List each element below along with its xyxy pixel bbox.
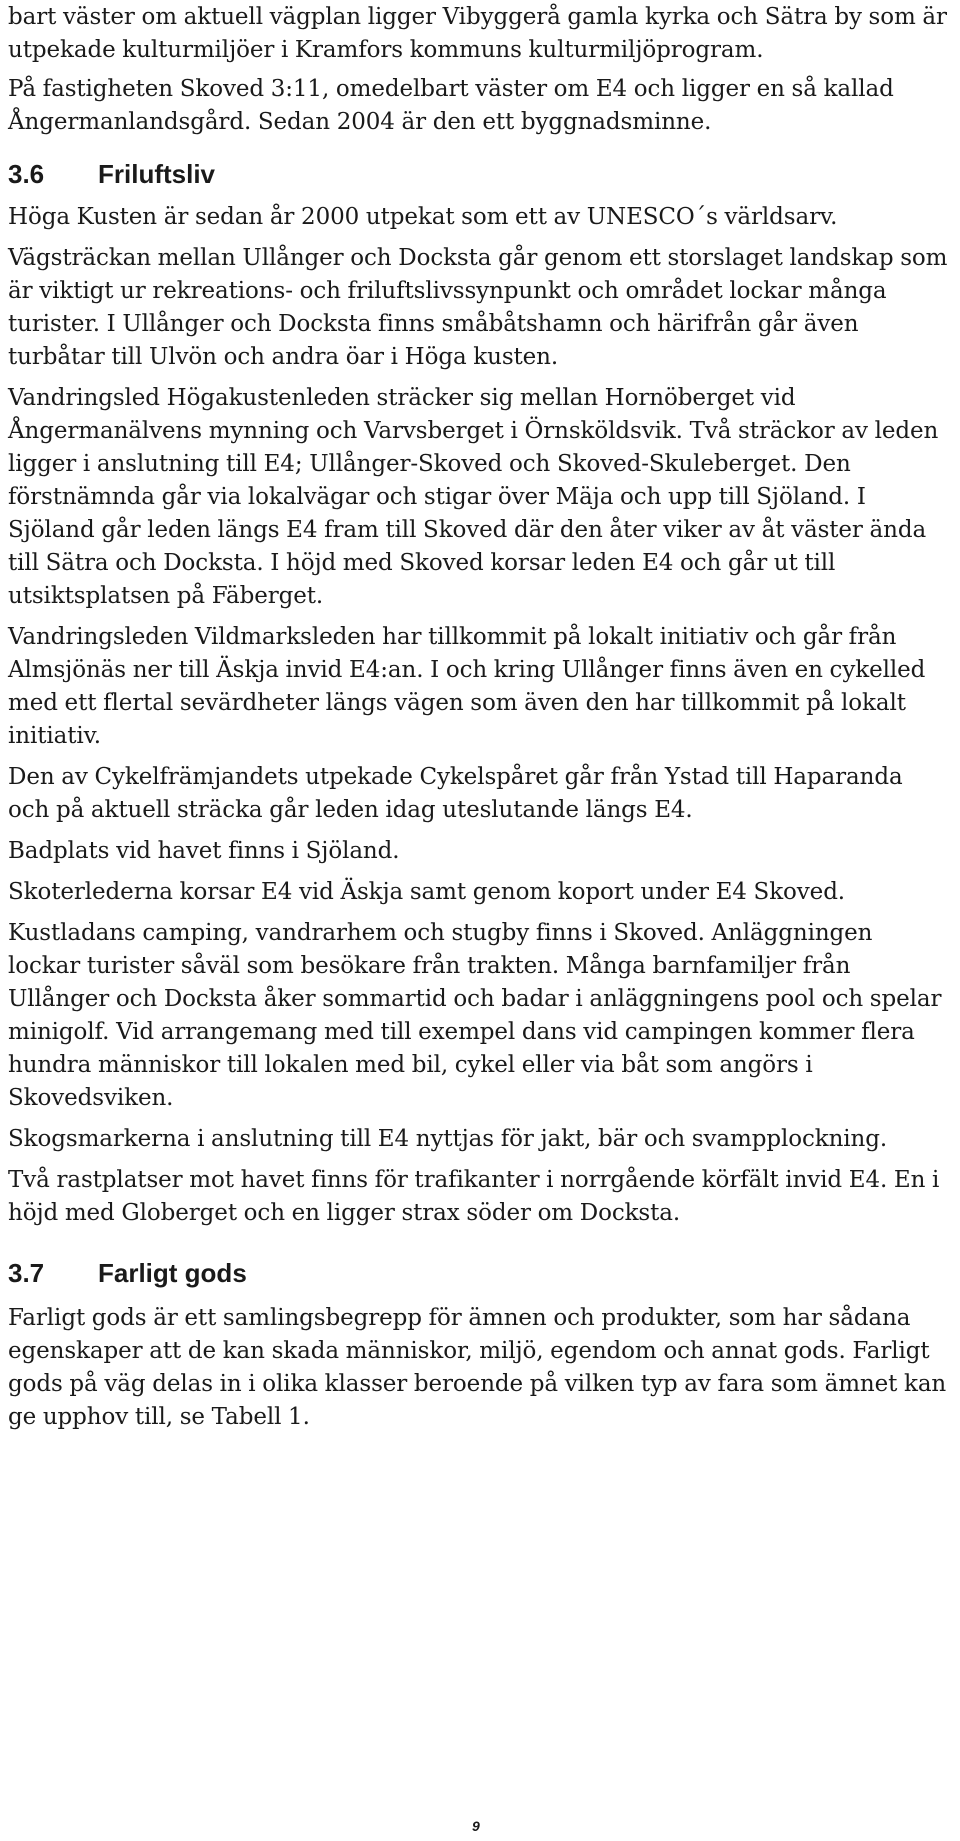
document-page	[8, 0, 948, 1434]
paragraph-skoterleder: Skoterlederna korsar E4 vid Äskja samt genom koport under E4 Skoved.	[8, 879, 846, 905]
paragraph-angermanlandsgard: På fastigheten Skoved 3:11, omedelbart väster om E4 och ligger en så kallad Ångermanlandsgård. Sedan 2004 är den ett byggnadsminne.	[8, 76, 894, 135]
paragraph-skogsmarker: Skogsmarkerna i anslutning till E4 nyttjas för jakt, bär och svampplockning.	[8, 1126, 888, 1152]
paragraph-kulturmiljo: bart väster om aktuell vägplan ligger Vibyggerå gamla kyrka och Sätra by som är utpekade kulturmiljöer i Kramfors kommuns kulturmiljöprogram.	[8, 4, 947, 63]
paragraph-badplats: Badplats vid havet finns i Sjöland.	[8, 838, 400, 864]
section-heading-friluftsliv	[8, 159, 948, 189]
page-number: 9	[472, 1818, 480, 1834]
section-number: 3.7	[8, 1258, 45, 1288]
paragraph-vagstrackan: Vägsträckan mellan Ullånger och Docksta går genom ett storslaget landskap som är viktigt ur rekreations- och friluftslivssynpunkt och området lockar många turister. I Ullånger och Docksta finns småbåtshamn och härifrån går även turbåtar till Ulvön och andra öar i Höga kusten.	[8, 245, 948, 370]
paragraph-cykelsparet: Den av Cykelfrämjandets utpekade Cykelspåret går från Ystad till Haparanda och på aktuell sträcka går leden idag uteslutande längs E4.	[8, 764, 903, 823]
paragraph-vildmarksleden: Vandringsleden Vildmarksleden har tillkommit på lokalt initiativ och går från Almsjönäs ner till Äskja invid E4:an. I och kring Ullånger finns även en cykelled med ett flertal sevärdheter längs vägen som även den har tillkommit på lokalt initiativ.	[8, 624, 926, 749]
paragraph-rastplatser: Två rastplatser mot havet finns för trafikanter i norrgående körfält invid E4. En i höjd med Globerget och en ligger strax söder om Docksta.	[8, 1167, 940, 1226]
section-title: Farligt gods	[98, 1258, 247, 1288]
paragraph-camping: Kustladans camping, vandrarhem och stugby finns i Skoved. Anläggningen lockar turister såväl som besökare från trakten. Många barnfamiljer från Ullånger och Docksta åker sommartid och badar i anläggningens pool och spelar minigolf. Vid arrangemang med till exempel dans vid campingen kommer flera hundra människor till lokalen med bil, cykel eller via båt som angörs i Skovedsviken.	[8, 920, 942, 1111]
section-heading-farligt-gods	[8, 1258, 948, 1288]
paragraph-unesco: Höga Kusten är sedan år 2000 utpekat som ett av UNESCO´s världsarv.	[8, 204, 838, 230]
section-number: 3.6	[8, 159, 45, 189]
paragraph-farligt-gods: Farligt gods är ett samlingsbegrepp för ämnen och produkter, som har sådana egenskaper att de kan skada människor, miljö, egendom och annat gods. Farligt gods på väg delas in i olika klasser beroende på vilken typ av fara som ämnet kan ge upphov till, se Tabell 1.	[8, 1305, 947, 1430]
section-title: Friluftsliv	[98, 159, 216, 189]
paragraph-hogakustenleden: Vandringsled Högakustenleden sträcker sig mellan Hornöberget vid Ångermanälvens mynning och Varvsberget i Örnsköldsvik. Två sträckor av leden ligger i anslutning till E4; Ullånger-Skoved och Skoved-Skuleberget. Den förstnämnda går via lokalvägar och stigar över Mäja och upp till Sjöland. I Sjöland går leden längs E4 fram till Skoved där den åter viker av åt väster ända till Sätra och Docksta. I höjd med Skoved korsar leden E4 och går ut till utsiktsplatsen på Fäberget.	[8, 385, 939, 609]
